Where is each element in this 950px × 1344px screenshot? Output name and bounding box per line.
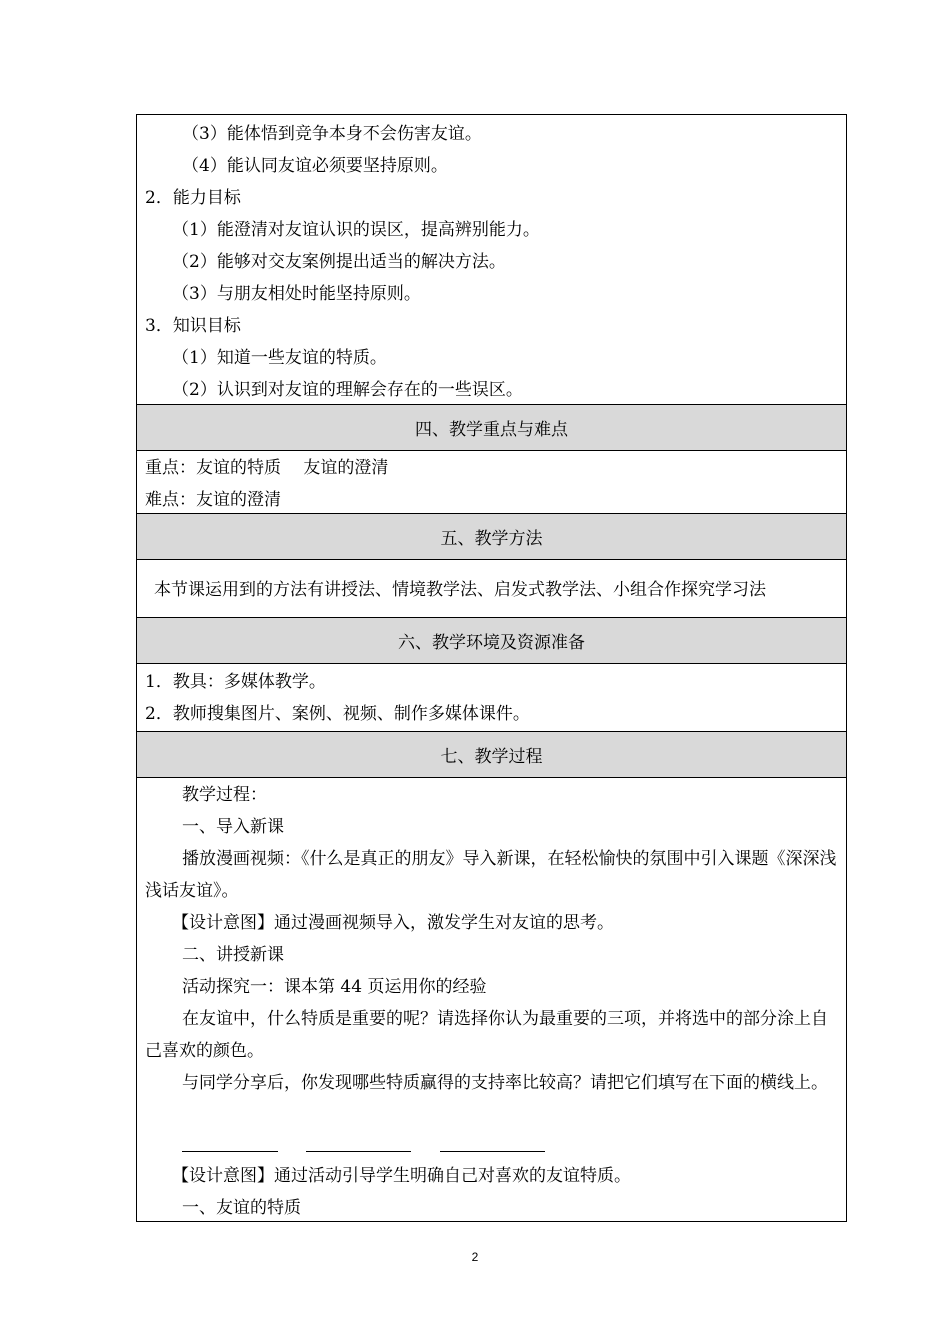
process-paragraph: 二、讲授新课	[182, 945, 284, 965]
ability-item: （3）与朋友相处时能坚持原则。	[172, 284, 421, 304]
ability-title: 2．能力目标	[145, 188, 241, 208]
section-header-methods: 五、教学方法	[137, 513, 846, 560]
fill-in-blank[interactable]	[440, 1151, 545, 1152]
difficulty-point: 难点：友谊的澄清	[145, 490, 281, 510]
lesson-plan-table	[136, 114, 847, 1222]
process-paragraph: 【设计意图】通过活动引导学生明确自己对喜欢的友谊特质。	[172, 1166, 631, 1186]
page-number: 2	[471, 1250, 479, 1264]
process-paragraph: 与同学分享后，你发现哪些特质赢得的支持率比较高？请把它们填写在下面的横线上。	[182, 1073, 828, 1093]
process-paragraph: 在友谊中，什么特质是重要的呢？请选择你认为最重要的三项，并将选中的部分涂上自己喜欢的颜色。	[145, 1009, 828, 1061]
methods-text: 本节课运用到的方法有讲授法、情境教学法、启发式教学法、小组合作探究学习法	[154, 580, 766, 600]
process-paragraph: 播放漫画视频：《什么是真正的朋友》导入新课，在轻松愉快的氛围中引入课题《深深浅浅话友谊》。	[145, 849, 837, 901]
fill-in-blank[interactable]	[182, 1151, 278, 1152]
process-paragraph: 活动探究一：课本第 44 页运用你的经验	[182, 977, 487, 997]
objective-line: （3）能体悟到竞争本身不会伤害友谊。	[182, 124, 482, 144]
resource-item: 2．教师搜集图片、案例、视频、制作多媒体课件。	[145, 704, 530, 724]
section-header-resources: 六、教学环境及资源准备	[137, 617, 846, 664]
process-paragraph: 一、导入新课	[182, 817, 284, 837]
ability-item: （2）能够对交友案例提出适当的解决方法。	[172, 252, 506, 272]
knowledge-item: （2）认识到对友谊的理解会存在的一些误区。	[172, 380, 523, 400]
fill-in-blank[interactable]	[306, 1151, 411, 1152]
ability-item: （1）能澄清对友谊认识的误区，提高辨别能力。	[172, 220, 540, 240]
process-paragraph: 教学过程：	[182, 785, 267, 805]
process-paragraph: 【设计意图】通过漫画视频导入，激发学生对友谊的思考。	[172, 913, 614, 933]
knowledge-item: （1）知道一些友谊的特质。	[172, 348, 387, 368]
resource-item: 1．教具：多媒体教学。	[145, 672, 326, 692]
objective-line: （4）能认同友谊必须要坚持原则。	[182, 156, 448, 176]
section-header-key-points: 四、教学重点与难点	[137, 404, 846, 451]
section-header-process: 七、教学过程	[137, 731, 846, 778]
key-point: 重点：友谊的特质 友谊的澄清	[145, 458, 389, 478]
knowledge-title: 3．知识目标	[145, 316, 241, 336]
process-paragraph: 一、友谊的特质	[182, 1198, 301, 1218]
